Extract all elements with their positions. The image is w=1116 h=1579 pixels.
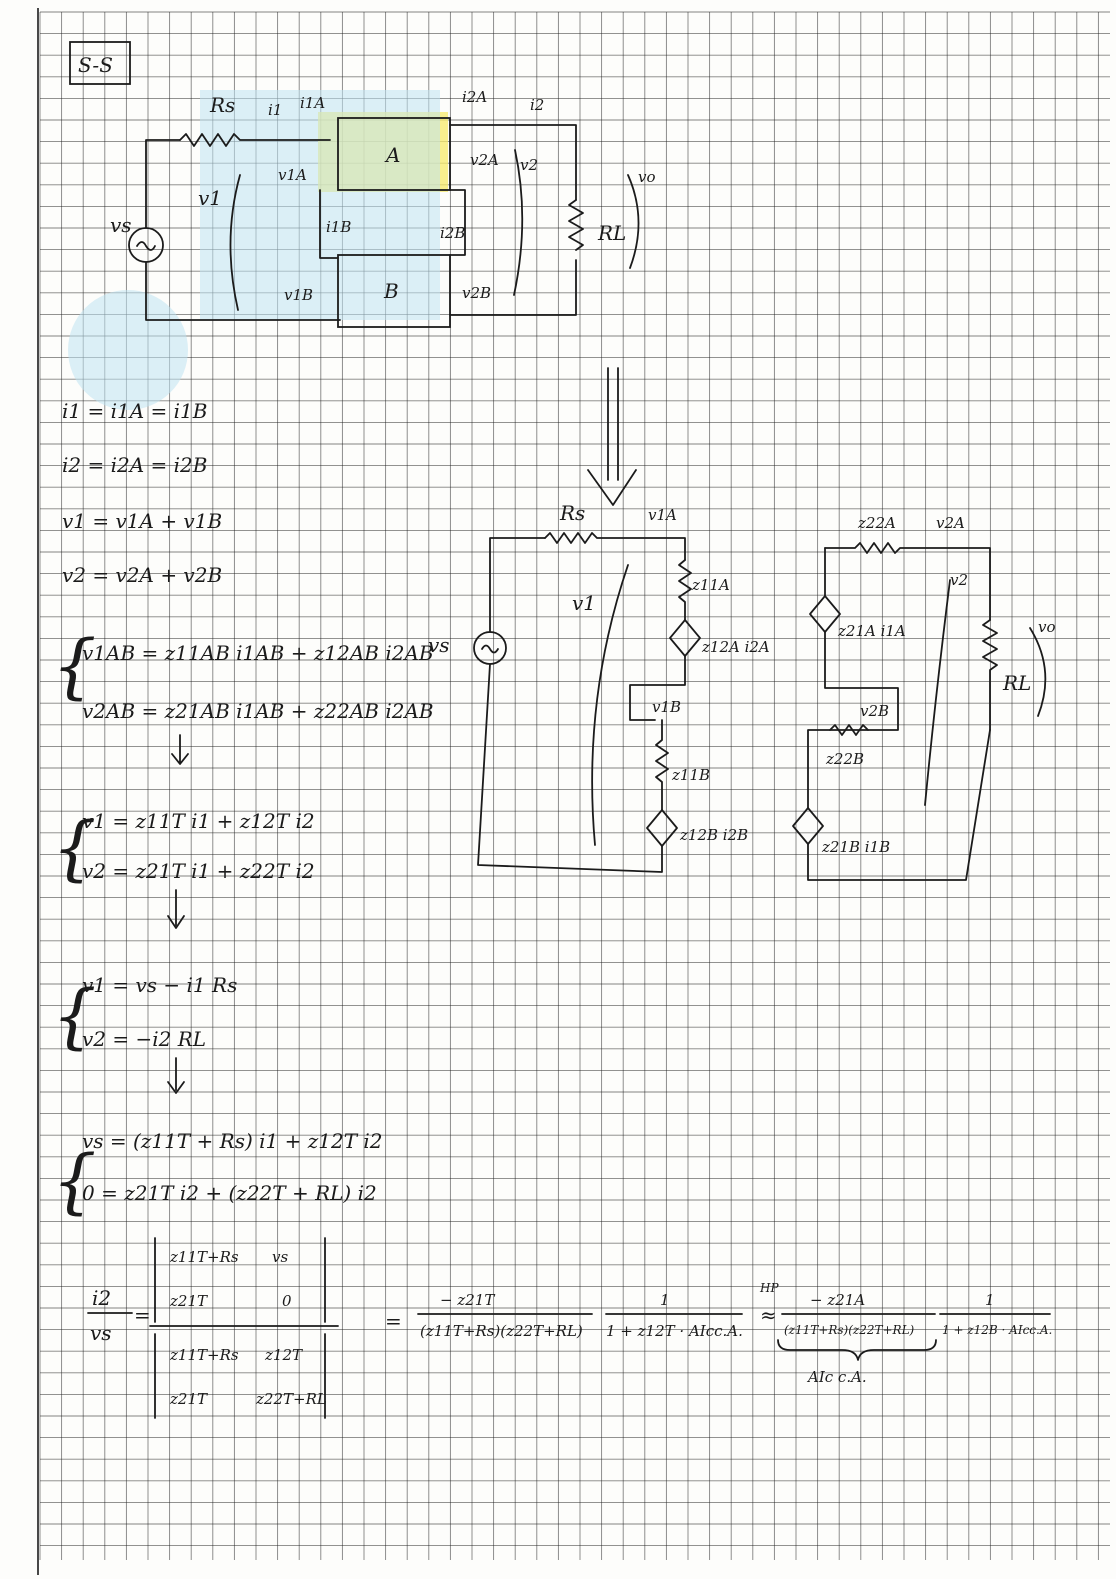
- det-den-c: z21T: [170, 1390, 207, 1408]
- frac4-den: 1 + z12B · AIcc.A.: [942, 1323, 1053, 1337]
- dep-source-out-b: [793, 808, 823, 844]
- dep-source-b: [647, 810, 677, 846]
- frac3-num: − z21A: [810, 1291, 866, 1309]
- source-label: vs: [110, 213, 132, 237]
- frac4-num: 1: [985, 1291, 995, 1309]
- system-ab-eq1: v1AB = z11AB i1AB + z12AB i2AB: [82, 641, 434, 665]
- v2b-label: v2B: [462, 284, 492, 302]
- relation-v1: v1 = v1A + v1B: [62, 509, 223, 533]
- output-v2b-label: v2B: [860, 702, 890, 720]
- frac1-num: − z21T: [440, 1291, 495, 1309]
- frac2-num: 1: [660, 1291, 670, 1309]
- vo-arrow: [628, 175, 639, 268]
- dep-b-label: z21B i1B: [822, 838, 891, 856]
- output-v2a-label: v2A: [936, 514, 965, 532]
- arrow-down-2: [168, 890, 184, 928]
- final-eq: =: [385, 1309, 402, 1333]
- section-label-box: [70, 42, 130, 84]
- i1a-label-top: i1A: [300, 94, 326, 112]
- wire-top-left: [146, 140, 180, 228]
- input-source-label: vs: [428, 633, 450, 657]
- i1-label: i1: [268, 101, 283, 119]
- system-ext: [52, 973, 237, 1093]
- output-rl-label: RL: [1003, 671, 1032, 695]
- system-final-eq2: 0 = z21T i2 + (z22T + RL) i2: [82, 1181, 377, 1205]
- input-rs-resistor: [545, 533, 685, 560]
- v2a-label: v2A: [470, 151, 499, 169]
- z11b-label: z11B: [672, 766, 711, 784]
- top-circuit: [68, 88, 656, 410]
- section-label: S-S: [78, 53, 113, 77]
- output-circuit: [793, 514, 1056, 880]
- underbrace: [778, 1340, 936, 1360]
- z22b-label: z22B: [826, 750, 865, 768]
- det-num-c: z21T: [170, 1292, 207, 1310]
- system-ab: [52, 625, 434, 764]
- z12b-label: z12B i2B: [680, 826, 749, 844]
- brace-label: AIc c.A.: [808, 1368, 867, 1386]
- rl-label: RL: [598, 221, 627, 245]
- system-t-eq2: v2 = z21T i1 + z22T i2: [82, 859, 315, 883]
- det-den-d: z22T+RL: [256, 1390, 327, 1408]
- final-expression: [385, 1281, 1052, 1386]
- brace-t: {: [52, 807, 97, 889]
- v1a-label: v1A: [278, 166, 307, 184]
- output-v2-label: v2: [950, 571, 969, 589]
- input-rs-label: Rs: [560, 501, 586, 525]
- relation-i1: i1 = i1A = i1B: [62, 399, 208, 423]
- frac2-den: 1 + z12T · AIcc.A.: [606, 1322, 743, 1340]
- v2-label: v2: [520, 156, 539, 174]
- brace-ext: {: [52, 975, 97, 1057]
- z11a-label: z11A: [692, 576, 730, 594]
- transform-arrow: [588, 368, 636, 505]
- twoport-b-label: B: [384, 279, 399, 303]
- det-den-a: z11T+Rs: [170, 1346, 239, 1364]
- wire-output-top: [450, 125, 576, 200]
- brace-ab: {: [52, 625, 97, 707]
- det-num-b: vs: [272, 1248, 289, 1266]
- i2-label: i2: [530, 96, 545, 114]
- current-voltage-relations: [62, 399, 222, 587]
- i1b-label: i1B: [326, 218, 352, 236]
- input-v1-arrow: [592, 565, 628, 845]
- wire-a-b-right: [450, 190, 465, 255]
- approx-note: HP: [760, 1281, 779, 1295]
- input-v1a-label: v1A: [648, 506, 677, 524]
- i2a-label: i2A: [462, 88, 488, 106]
- frac3-den: (z11T+Rs)(z22T+RL): [784, 1323, 915, 1337]
- system-t: [52, 807, 315, 928]
- system-ext-eq1: v1 = vs − i1 Rs: [82, 973, 238, 997]
- input-v1-label: v1: [572, 591, 597, 615]
- system-ab-eq2: v2AB = z21AB i1AB + z22AB i2AB: [82, 699, 434, 723]
- det-num-d: 0: [282, 1292, 292, 1310]
- i2b-label: i2B: [440, 224, 466, 242]
- relation-i2: i2 = i2A = i2B: [62, 453, 208, 477]
- rs-label: Rs: [210, 93, 236, 117]
- brace-final: {: [52, 1140, 97, 1222]
- dep-a-label: z21A i1A: [838, 622, 906, 640]
- arrow-down-1: [172, 735, 188, 764]
- frac1-den: (z11T+Rs)(z22T+RL): [420, 1322, 583, 1340]
- output-v2-arrow: [925, 580, 950, 805]
- arrow-down-3: [168, 1058, 184, 1093]
- rl-resistor: [569, 200, 583, 250]
- z22a-label: z22A: [858, 514, 896, 532]
- v1b-label: v1B: [284, 286, 314, 304]
- ratio-lhs-num: i2: [92, 1286, 112, 1310]
- output-vo-label: vo: [1038, 618, 1056, 636]
- system-final: [52, 1129, 383, 1222]
- input-circuit: [428, 501, 770, 872]
- det-den-b: z12T: [265, 1346, 302, 1364]
- relation-v2: v2 = v2A + v2B: [62, 563, 223, 587]
- v1-label: v1: [198, 186, 223, 210]
- det-num-a: z11T+Rs: [170, 1248, 239, 1266]
- system-final-eq1: vs = (z11T + Rs) i1 + z12T i2: [82, 1129, 383, 1153]
- system-ext-eq2: v2 = −i2 RL: [82, 1027, 207, 1051]
- twoport-a-label: A: [386, 143, 401, 167]
- ratio-lhs-den: vs: [90, 1321, 112, 1345]
- z11a-resistor: [679, 560, 691, 620]
- z12a-label: z12A i2A: [702, 638, 770, 656]
- output-rl-resistor: [983, 620, 997, 730]
- ratio-eq-sign: =: [134, 1303, 151, 1327]
- approx-sign: ≈: [760, 1303, 777, 1327]
- system-t-eq1: v1 = z11T i1 + z12T i2: [82, 809, 315, 833]
- input-v1b-label: v1B: [652, 698, 682, 716]
- vo-label: vo: [638, 168, 656, 186]
- dep-source-out-a: [810, 596, 840, 632]
